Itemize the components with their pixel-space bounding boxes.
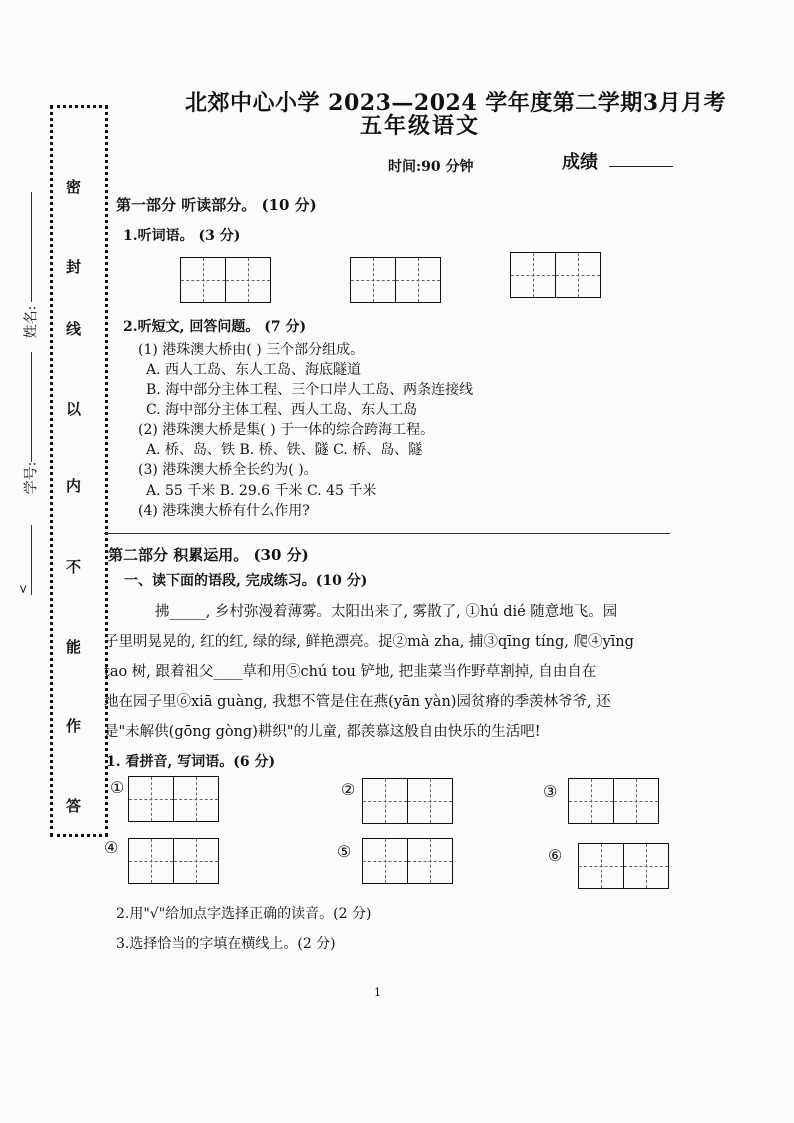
grid-cell[interactable] [624,844,668,888]
page-number: 1 [374,986,381,999]
grid-cell[interactable] [614,779,658,823]
writing-grid[interactable] [510,252,601,298]
grid-number: ① [110,778,125,797]
grid-cell[interactable] [129,839,174,883]
grid-cell[interactable] [511,253,556,297]
class-label: < [16,583,31,595]
option-line: A. 55 千米 B. 29.6 千米 C. 45 千米 [146,483,377,499]
seal-char: 密 [66,178,82,196]
seal-char: 以 [66,400,82,418]
question-item: (1) 港珠澳大桥由( ) 三个部分组成。 [138,342,365,358]
exam-title: 北郊中心小学 2023—2024 学年度第二学期3月月考 [185,90,727,116]
writing-grid[interactable] [568,778,659,824]
writing-grid[interactable] [128,838,219,884]
grid-cell[interactable] [363,839,408,883]
exam-time: 时间:90 分钟 [388,159,474,175]
part1-q2: 2.听短文, 回答问题。 (7 分) [123,319,307,335]
grid-cell[interactable] [174,839,218,883]
grid-cell[interactable] [363,779,408,823]
seal-char: 答 [66,797,82,815]
grid-cell[interactable] [181,258,226,302]
name-label: 姓名: [23,305,40,339]
seal-char: 内 [66,477,82,495]
grid-cell[interactable] [408,839,452,883]
part2-heading: 第二部分 积累运用。 (30 分) [108,546,309,564]
section-divider [104,533,670,534]
passage-line: 拂_____, 乡村弥漫着薄雾。太阳出来了, 雾散了, ①hú dié 随意地飞。园 [155,604,618,620]
grid-cell[interactable] [351,258,396,302]
score-blank[interactable] [609,166,673,167]
grid-cell[interactable] [579,844,624,888]
grid-cell[interactable] [556,253,600,297]
seal-char: 能 [66,638,82,656]
part1-heading: 第一部分 听读部分。 (10 分) [116,196,317,214]
option-line: A. 桥、岛、铁 B. 桥、铁、隧 C. 桥、岛、隧 [146,442,423,458]
grid-cell[interactable] [129,777,174,821]
score-label: 成绩 [562,152,598,173]
question-item: (4) 港珠澳大桥有什么作用? [138,503,310,519]
part2-q3: 3.选择恰当的字填在横线上。(2 分) [116,936,336,952]
part1-q1: 1.听词语。 (3 分) [123,228,241,244]
grid-number: ⑤ [337,842,352,861]
seal-char: 不 [66,558,82,576]
passage-line: tao 树, 跟着祖父____草和用⑤chú tou 铲地, 把韭菜当作野草割掉, 自由自在 [104,664,597,680]
part2-section1: 一、读下面的语段, 完成练习。(10 分) [124,573,368,589]
grid-cell[interactable] [226,258,270,302]
seal-char: 作 [66,717,82,735]
exam-subtitle: 五年级语文 [360,113,481,139]
passage-line: 地在园子里⑥xiā guàng, 我想不管是住在燕(yān yàn)园贫瘠的季羡林爷爷, 还 [104,694,611,710]
grid-number: ② [341,780,356,799]
grid-number: ③ [543,782,558,801]
grid-cell[interactable] [569,779,614,823]
seal-char: 线 [66,320,82,338]
writing-grid[interactable] [128,776,219,822]
grid-number: ⑥ [548,846,563,865]
grid-cell[interactable] [408,779,452,823]
passage-line: 子里明晃晃的, 红的红, 绿的绿, 鲜艳漂亮。捉②mà zha, 捕③qīng tíng, 爬④yīng [104,634,634,650]
writing-grid[interactable] [350,257,441,303]
grid-number: ④ [104,838,119,857]
option-line: A. 西人工岛、东人工岛、海底隧道 [146,362,362,378]
question-item: (3) 港珠澳大桥全长约为( )。 [138,462,318,478]
option-line: B. 海中部分主体工程、三个口岸人工岛、两条连接线 [146,382,474,398]
seal-char: 封 [66,258,82,276]
part2-q1: 1. 看拼音, 写词语。(6 分) [106,754,276,770]
writing-grid[interactable] [362,838,453,884]
part2-q2: 2.用"√"给加点字选择正确的读音。(2 分) [116,906,372,922]
option-line: C. 海中部分主体工程、西人工岛、东人工岛 [146,402,418,418]
question-item: (2) 港珠澳大桥是集( ) 于一体的综合跨海工程。 [138,422,435,438]
student-no-blank[interactable] [31,352,32,462]
writing-grid[interactable] [578,843,669,889]
class-blank[interactable] [31,525,32,595]
name-blank[interactable] [31,192,32,302]
writing-grid[interactable] [180,257,271,303]
writing-grid[interactable] [362,778,453,824]
grid-cell[interactable] [396,258,440,302]
grid-cell[interactable] [174,777,218,821]
student-no-label: 学号: [23,461,40,495]
passage-line: 是"未解供(gōng gòng)耕织"的儿童, 都羡慕这般自由快乐的生活吧! [104,724,541,740]
